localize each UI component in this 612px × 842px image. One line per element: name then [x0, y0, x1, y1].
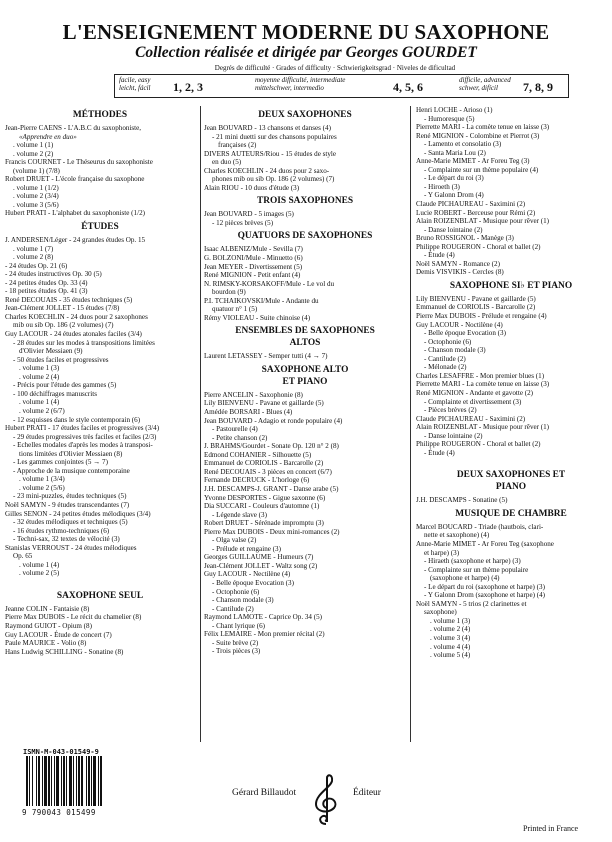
catalog-entry: J. BRAHMS/Gourdet - Sonate Op. 120 n° 2 (8): [204, 442, 339, 451]
catalog-entry: - Belle époque Evocation (3): [212, 578, 294, 587]
catalog-entry: - Lamento et consolatio (3): [424, 140, 502, 149]
catalog-entry: Guy LACOUR - Étude de concert (7): [5, 630, 112, 639]
catalog-entry: - Petite chanson (2): [212, 433, 268, 442]
barcode-bar: [81, 756, 83, 806]
catalog-entry: Jean BOUVARD - Adagio et ronde populaire (4): [204, 416, 343, 425]
difficulty-easy-words-2: leicht, fácil: [119, 83, 151, 92]
catalog-entry: Marcel BOUCARD - Triade (hautbois, clari-: [416, 522, 544, 531]
catalog-entry: J.H. DESCAMPS-J. GRANT - Danse arabe (5): [204, 484, 339, 493]
catalog-entry: - Les gammes conjointes (5 → 7): [13, 458, 108, 467]
catalog-column-right: [416, 106, 606, 660]
catalog-entry: françaises (2): [218, 141, 257, 150]
catalog-entry: René DECOUAIS - 35 études techniques (5): [5, 295, 133, 304]
catalog-entry: . volume 2 (3/4): [13, 192, 59, 201]
catalog-entry: Pierre Max DUBOIS - Prélude et rengaine (4): [416, 312, 547, 321]
catalog-entry: . volume 2 (5): [19, 569, 60, 578]
catalog-entry: - Suite brève (2): [212, 638, 259, 647]
barcode-bar: [69, 756, 72, 806]
catalog-entry: René MIGNION - Andante et gavotte (2): [416, 388, 534, 397]
catalog-entry: - Mélonade (2): [424, 363, 467, 372]
catalog-entry: . volume 2 (2): [13, 149, 54, 158]
catalog-entry: - Belle époque Evocation (3): [424, 329, 506, 338]
catalog-entry: - Prélude et rengaine (3): [212, 544, 281, 553]
catalog-entry: - Hiraeth (saxophone et harpe) (3): [424, 557, 521, 566]
catalog-entry: Lucie ROBERT - Berceuse pour Rémi (2): [416, 208, 536, 217]
catalog-entry: - Cantilude (2): [212, 604, 254, 613]
barcode-icon: [24, 756, 116, 808]
catalog-entry: - 18 petites études Op. 41 (3): [5, 287, 88, 296]
barcode-bar: [29, 756, 30, 806]
catalog-entry: . volume 2 (4): [19, 372, 60, 381]
catalog-column-middle: [204, 106, 406, 656]
catalog-entry: Lily BIENVENU - Pavane et gaillarde (5): [416, 294, 536, 303]
catalog-entry: Paule MAURICE - Volio (8): [5, 639, 87, 648]
catalog-entry: - 23 mini-puzzles, études techniques (5): [13, 492, 127, 501]
catalog-entry: Charles KOECHLIN - 24 duos pour 2 saxophones: [5, 312, 148, 321]
catalog-entry: en duo (5): [212, 158, 242, 167]
barcode-digits: 9 790043 015499: [22, 808, 96, 817]
barcode-bar: [63, 756, 65, 806]
catalog-entry: et harpe) (3): [424, 548, 460, 557]
catalog-entry: - Étude (4): [424, 448, 455, 457]
section-heading: ÉTUDES: [81, 222, 119, 233]
catalog-entry: Guy LACOUR - Noctilène (4): [416, 320, 503, 329]
section-heading: PIANO: [495, 482, 527, 493]
catalog-entry: Félix LEMAIRE - Mon premier récital (2): [204, 630, 325, 639]
catalog-entry: . volume 1 (4): [19, 398, 60, 407]
catalog-entry: . volume 5 (4): [430, 651, 471, 660]
catalog-entry: . volume 2 (4): [430, 625, 471, 634]
difficulty-easy-words-1: facile, easy: [119, 76, 151, 84]
difficulty-hard-words-1: difficile, advanced: [459, 76, 511, 84]
catalog-entry: - 28 études sur les modes à transpositions limitées: [13, 338, 155, 347]
catalog-entry: - 29 études progressives très faciles et faciles (2/3): [13, 432, 157, 441]
section-heading: DEUX SAXOPHONES: [258, 110, 352, 120]
catalog-entry: - 24 études Op. 21 (6): [5, 261, 68, 270]
difficulty-hard-words-2: schwer, difícil: [459, 83, 498, 92]
catalog-entry: - Olga valse (2): [212, 536, 257, 545]
catalog-entry: «Apprendre en duo»: [19, 132, 77, 141]
catalog-entry: Op. 65: [13, 552, 33, 561]
catalog-entry: - Complainte et divertissement (3): [424, 397, 522, 406]
barcode-bar: [100, 756, 102, 806]
catalog-entry: Noël SAMYN - 9 études transcendantes (7): [5, 500, 130, 509]
page-subtitle: Collection réalisée et dirigée par Georges GOURDET: [135, 44, 477, 61]
catalog-entry: . volume 4 (4): [430, 642, 471, 651]
section-heading: ENSEMBLES DE SAXOPHONES: [235, 326, 375, 337]
catalog-entry: bourdon (9): [212, 288, 246, 297]
catalog-entry: (volume 1) (7/8): [13, 166, 60, 175]
barcode-bar: [76, 756, 77, 806]
catalog-entry: Jean-Clément JOLLET - 15 études (7/8): [5, 304, 120, 313]
barcode-bar: [54, 756, 55, 806]
difficulty-heading: Degrés de difficulté · Grades of difficulty · Schwierigkeitsgrad · Niveles de dificultad: [214, 64, 456, 72]
catalog-entry: - Le départ du roi (saxophone et harpe) (3): [424, 582, 545, 591]
catalog-entry: Amédée BORSARI - Blues (4): [204, 408, 293, 417]
barcode-bar: [48, 756, 50, 806]
catalog-entry: - Hiroeth (3): [424, 182, 460, 191]
catalog-entry: . volume 1 (7): [13, 244, 54, 253]
catalog-entry: - 50 études faciles et progressives: [13, 355, 109, 364]
catalog-entry: Alain ROIZENBLAT - Musique pour rêver (1): [416, 217, 550, 226]
catalog-entry: - 24 études instructives Op. 30 (5): [5, 270, 102, 279]
catalog-entry: Robert DRUET - L'école française du saxophone: [5, 175, 145, 184]
catalog-entry: Alain RIOU - 10 duos d'étude (3): [204, 183, 300, 192]
catalog-entry: . volume 2 (6/7): [19, 406, 65, 415]
catalog-entry: . volume 3 (5/6): [13, 200, 59, 209]
catalog-entry: - 16 études rythmo-techniques (6): [13, 526, 110, 535]
catalog-entry: Noël SAMYN - Romance (2): [416, 259, 500, 268]
catalog-entry: Georges GUILLAUME - Humeurs (7): [204, 553, 314, 562]
barcode-bar: [98, 756, 99, 806]
catalog-entry: - 12 esquisses dans le style contemporain (6): [13, 415, 141, 424]
section-heading: ALTOS: [289, 338, 321, 349]
catalog-entry: Guy LACOUR - 24 études atonales faciles (3/4): [5, 330, 142, 339]
section-heading: DEUX SAXOPHONES ET: [456, 470, 566, 481]
catalog-entry: Hans Ludwig SCHILLING - Sonatine (8): [5, 647, 124, 656]
catalog-entry: d'Olivier Messiaen (9): [19, 347, 83, 356]
barcode-bar: [36, 756, 37, 806]
difficulty-easy-range: 1, 2, 3: [173, 80, 203, 94]
barcode-bar: [32, 756, 33, 806]
catalog-entry: - Complainte sur un thème populaire: [424, 565, 529, 574]
page-title: L'ENSEIGNEMENT MODERNE DU SAXOPHONE: [62, 20, 550, 44]
catalog-entry: Rémy VIOLEAU - Suite chinoise (4): [204, 313, 311, 322]
catalog-entry: - Octophonie (6): [212, 587, 260, 596]
catalog-entry: - Approche de la musique contemporaine: [13, 466, 130, 475]
catalog-entry: Hubert PRATI - L'alphabet du saxophoniste (1/2): [5, 209, 145, 218]
catalog-entry: DIVERS AUTEURS/Riou - 15 études de style: [204, 149, 337, 158]
barcode-bar: [88, 756, 90, 806]
barcode-bar: [56, 756, 59, 806]
section-heading: MÉTHODES: [72, 110, 128, 120]
catalog-entry: Pierrette MARI - La comète tenue en laisse (3): [416, 380, 550, 389]
catalog-entry: - Humoresque (5): [424, 114, 475, 123]
catalog-entry: tions limitées d'Olivier Messiaen (8): [19, 449, 123, 458]
barcode-bar: [38, 756, 40, 806]
catalog-entry: - Étude (4): [424, 251, 455, 260]
catalog-entry: Francis COURNET - Le Théseurus du saxophoniste: [5, 158, 153, 167]
catalog-entry: - Y Galonn Drom (4): [424, 191, 484, 200]
spacer: [416, 457, 606, 466]
catalog-entry: - Chanson modale (3): [212, 596, 274, 605]
treble-clef-logo-icon: [306, 772, 346, 828]
catalog-entry: . volume 2 (8): [13, 253, 54, 262]
spacer: [5, 578, 195, 587]
catalog-entry: René MIGNION - Colombine et Pierrot (3): [416, 131, 540, 140]
catalog-column-left: [5, 106, 195, 656]
difficulty-easy-label: [119, 77, 151, 92]
difficulty-medium-label: [255, 77, 345, 92]
catalog-entry: Charles LESAFFRE - Mon premier blues (1): [416, 371, 545, 380]
catalog-entry: - Danse lointaine (2): [424, 431, 483, 440]
catalog-entry: . volume 1 (1/2): [13, 183, 59, 192]
catalog-entry: Gilles SENON - 24 petites études mélodiques (3/4): [5, 509, 151, 518]
catalog-entry: Hubert PRATI - 17 études faciles et progressives (3/4): [5, 424, 160, 433]
catalog-entry: J.H. DESCAMPS - Sonatine (5): [416, 496, 508, 505]
catalog-entry: Claude PICHAUREAU - Saximini (2): [416, 414, 526, 423]
section-heading: TROIS SAXOPHONES: [256, 196, 354, 207]
catalog-entry: - 24 petites études Op. 33 (4): [5, 278, 88, 287]
barcode-bar: [73, 756, 74, 806]
catalog-entry: Jean-Clément JOLLET - Waltz song (2): [204, 561, 318, 570]
catalog-entry: Charles KOECHLIN - 24 duos pour 2 saxo-: [204, 166, 330, 175]
catalog-entry: - Cantilude (2): [424, 354, 466, 363]
barcode-bar: [44, 756, 47, 806]
catalog-entry: Emmanuel de CORIOLIS - Barcarolle (2): [416, 303, 536, 312]
barcode-bar: [51, 756, 52, 806]
section-heading: ET PIANO: [282, 376, 328, 387]
catalog-entry: - Chanson modale (3): [424, 346, 486, 355]
catalog-entry: phones mib ou sib Op. 186 (2 volumes) (7): [212, 175, 335, 184]
catalog-entry: . volume 1 (3): [19, 364, 60, 373]
catalog-entry: . volume 1 (1): [13, 141, 54, 150]
catalog-entry: Dia SUCCARI - Couleurs d'automne (1): [204, 502, 320, 511]
catalog-entry: Raymond LAMOTE - Caprice Op. 34 (5): [204, 613, 323, 622]
section-heading: SAXOPHONE SI♭ ET PIANO: [449, 280, 573, 291]
catalog-entry: Philippe ROUGERON - Choral et ballet (2): [416, 440, 541, 449]
catalog-entry: Isaac ALBENIZ/Mule - Sevilla (7): [204, 245, 303, 254]
catalog-entry: Noël SAMYN - 5 trios (2 clarinettes et: [416, 599, 527, 608]
publisher-name: Gérard Billaudot: [232, 788, 297, 798]
catalog-entry: nette et saxophone) (4): [424, 531, 490, 540]
catalog-entry: . volume 1 (3/4): [19, 475, 65, 484]
publisher-editeur: Éditeur: [353, 788, 381, 798]
catalog-entry: Raymond GUIOT - Opium (8): [5, 621, 92, 630]
catalog-entry: . volume 2 (5/6): [19, 483, 65, 492]
catalog-entry: - Précis pour l'étude des gammes (5): [13, 381, 117, 390]
catalog-entry: Jeanne COLIN - Fantaisie (8): [5, 604, 90, 613]
catalog-entry: mib ou sib Op. 186 (2 volumes) (7): [13, 321, 114, 330]
catalog-entry: - Echelles modales d'après les modes à transposi-: [13, 441, 153, 450]
catalog-entry: René DECOUAIS - 3 pièces en concert (6/7): [204, 467, 332, 476]
catalog-entry: Jean MEYER - Divertissement (5): [204, 262, 303, 271]
catalog-entry: Robert DRUET - Sérénade impromptu (3): [204, 519, 324, 528]
catalog-entry: P.I. TCHAIKOVSKI/Mule - Andante du: [204, 296, 319, 305]
catalog-entry: Anne-Marie MIMET - Ar Foreu Teg (3): [416, 157, 530, 166]
catalog-entry: Alain ROIZENBLAT - Musique pour rêver (1): [416, 423, 550, 432]
catalog-entry: quatuor n° 1 (5): [212, 305, 258, 314]
catalog-entry: Edmond COHANIER - Silhouette (5): [204, 450, 312, 459]
catalog-entry: Philippe ROUGERON - Choral et ballet (2): [416, 242, 541, 251]
barcode-bar: [78, 756, 80, 806]
catalog-entry: René MIGNION - Petit enfant (4): [204, 271, 301, 280]
section-heading: SAXOPHONE ALTO: [261, 364, 349, 375]
catalog-entry: - Légende slave (3): [212, 510, 267, 519]
catalog-entry: - Danse lointaine (2): [424, 225, 483, 234]
catalog-entry: Pierre ANCELIN - Saxophonie (8): [204, 390, 303, 399]
catalog-entry: . volume 3 (4): [430, 633, 471, 642]
catalog-entry: (saxophone et harpe) (4): [430, 574, 500, 583]
barcode-bar: [26, 756, 28, 806]
section-heading: QUATUORS DE SAXOPHONES: [237, 231, 373, 242]
catalog-entry: - 32 études mélodiques et techniques (5): [13, 518, 128, 527]
catalog-entry: - 100 déchiffrages manuscrits: [13, 389, 97, 398]
barcode-bar: [93, 756, 96, 806]
catalog-entry: Laurent LETASSEY - Semper tutti (4 → 7): [204, 352, 328, 361]
catalog-entry: Lily BIENVENU - Pavane et gaillarde (5): [204, 399, 324, 408]
barcode-bar: [91, 756, 92, 806]
catalog-entry: - 21 mini duetti sur des chansons populaires: [212, 132, 337, 141]
catalog-entry: Jean BOUVARD - 13 chansons et danses (4): [204, 124, 331, 132]
catalog-entry: G. BOLZONI/Mule - Minuetto (6): [204, 254, 303, 263]
difficulty-legend: [114, 74, 569, 98]
catalog-entry: Jean-Pierre CAENS - L'A.B.C du saxophoniste,: [5, 124, 142, 132]
catalog-entry: - Complainte sur un thème populaire (4): [424, 165, 539, 174]
catalog-entry: Anne-Marie MIMET - Ar Foreu Teg (saxophone: [416, 539, 554, 548]
catalog-entry: saxophone): [424, 608, 457, 617]
catalog-entry: Stanislas VERROUST - 24 études mélodiques: [5, 543, 137, 552]
catalog-entry: - 12 pièces brèves (5): [212, 218, 274, 227]
catalog-entry: - Trois pièces (3): [212, 647, 261, 656]
difficulty-hard-label: [459, 77, 511, 92]
catalog-entry: Fernande DECRUCK - L'horloge (6): [204, 476, 310, 485]
barcode-bar: [86, 756, 87, 806]
catalog-entry: J. ANDERSEN/Léger - 24 grandes études Op. 15: [5, 236, 146, 245]
catalog-entry: Pierre Max DUBOIS - Deux mini-romances (2): [204, 527, 340, 536]
barcode-bar: [42, 756, 43, 806]
barcode-bar: [66, 756, 67, 806]
catalog-entry: - Techni-sax, 32 textes de vélocité (3): [13, 535, 120, 544]
column-divider-right: [410, 106, 411, 742]
difficulty-medium-range: 4, 5, 6: [393, 80, 423, 94]
catalog-entry: - Santa Maria Lou (2): [424, 148, 486, 157]
ismn-code: ISMN-M-043-01549-9: [23, 748, 99, 756]
printed-in-france: Printed in France: [523, 824, 579, 833]
section-heading: MUSIQUE DE CHAMBRE: [455, 508, 567, 519]
column-divider-left: [200, 106, 201, 742]
catalog-entry: - Pièces brèves (2): [424, 406, 477, 415]
catalog-entry: Henri LOCHE - Arioso (1): [416, 106, 493, 114]
catalog-entry: Pierrette MARI - La comète tenue en laisse (3): [416, 123, 550, 132]
difficulty-medium-words-1: moyenne difficulté, intermediate: [255, 76, 346, 84]
catalog-entry: - Chant lyrique (6): [212, 621, 265, 630]
catalog-entry: - Pastourelle (4): [212, 425, 258, 434]
catalog-entry: - Le départ du roi (3): [424, 174, 484, 183]
catalog-entry: . volume 1 (4): [19, 560, 60, 569]
barcode-bar: [61, 756, 62, 806]
catalog-entry: - Octophonie (6): [424, 337, 472, 346]
catalog-entry: Bruno ROSSIGNOL - Manège (3): [416, 234, 514, 243]
difficulty-hard-range: 7, 8, 9: [523, 80, 553, 94]
catalog-entry: Yvonne DESPORTES - Gigue saxonne (6): [204, 493, 326, 502]
catalog-entry: Pierre Max DUBOIS - Le récit du chamelier (8): [5, 613, 142, 622]
section-heading: SAXOPHONE SEUL: [56, 590, 144, 601]
catalog-entry: Demis VISVIKIS - Cercles (8): [416, 268, 504, 277]
catalog-entry: . volume 1 (3): [430, 616, 471, 625]
catalog-entry: Emmanuel de CORIOLIS - Barcarolle (2): [204, 459, 324, 468]
catalog-entry: Jean BOUVARD - 5 images (5): [204, 210, 294, 219]
difficulty-medium-words-2: mittelschwer, intermedio: [255, 83, 324, 92]
catalog-entry: - Y Galonn Drom (saxophone et harpe) (4): [424, 591, 546, 600]
catalog-entry: Claude PICHAUREAU - Saximini (2): [416, 200, 526, 209]
catalog-entry: Guy LACOUR - Nectilène (4): [204, 570, 291, 579]
catalog-entry: N. RIMSKY-KORSAKOFF/Mule - Le vol du: [204, 279, 335, 288]
